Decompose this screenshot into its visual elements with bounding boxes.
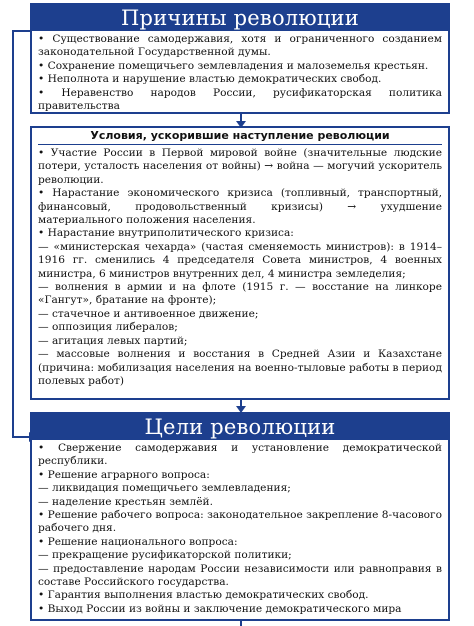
causes-list (32, 31, 448, 113)
bullet-item: • Участие России в Первой мировой войне (значительные людские потери, усталость населения от войны) → война — могучий ускоритель революции. (38, 147, 442, 187)
dash-item: — предоставление народам России независимости или равноправия в составе Российского государства. (38, 563, 442, 590)
causes-title: Причины революции (32, 5, 448, 31)
bullet-item: • Нарастание экономического кризиса (топливный, транспортный, финансовый, продовольственный кризисы) → ухудшение материального положения населения. (38, 187, 442, 227)
conditions-list (32, 145, 448, 388)
bullet-item: • Существование самодержавия, хотя и ограниченного созданием законодательной Государственной думы. (38, 33, 442, 60)
dash-item: — оппозиция либералов; (38, 321, 442, 334)
bullet-item: • Решение национального вопроса: (38, 536, 442, 549)
connector-left-bottom (12, 436, 30, 438)
dash-item: — наделение крестьян землёй. (38, 496, 442, 509)
connector-left-vertical (12, 30, 14, 438)
dash-item: — стачечное и антивоенное движение; (38, 308, 442, 321)
dash-item: — «министерская чехарда» (частая сменяемость министров): в 1914–1916 гг. сменились 4 председателя Совета министров, 4 военных министра, 6 министров внутренних дел, 4 министра земледелия; (38, 241, 442, 281)
causes-box (30, 3, 450, 114)
conditions-box (30, 126, 450, 400)
dash-item: — массовые волнения и восстания в Средней Азии и Казахстане (причина: мобилизация населения на военно-тыловые работы в период полевых работ) (38, 348, 442, 388)
dash-item: — волнения в армии и на флоте (1915 г. — восстание на линкоре «Гангут», братание на фронте); (38, 281, 442, 308)
bullet-item: • Неравенство народов России, русификаторская политика правительства (38, 87, 442, 114)
bullet-item: • Свержение самодержавия и установление демократической республики. (38, 442, 442, 469)
goals-title: Цели революции (32, 414, 448, 440)
bullet-item: • Неполнота и нарушение властью демократических свобод. (38, 73, 442, 86)
dash-item: — агитация левых партий; (38, 335, 442, 348)
bullet-item: • Сохранение помещичьего землевладения и малоземелья крестьян. (38, 60, 442, 73)
bullet-item: • Решение аграрного вопроса: (38, 469, 442, 482)
bullet-item: • Гарантия выполнения властью демократических свобод. (38, 589, 442, 602)
bullet-item: • Нарастание внутриполитического кризиса: (38, 227, 442, 240)
dash-item: — ликвидация помещичьего землевладения; (38, 482, 442, 495)
bullet-item: • Решение рабочего вопроса: законодательное закрепление 8-часового рабочего дня. (38, 509, 442, 536)
conditions-title: Условия, ускорившие наступление революции (38, 128, 442, 145)
bullet-item: • Выход России из войны и заключение демократического мира (38, 603, 442, 616)
dash-item: — прекращение русификаторской политики; (38, 549, 442, 562)
goals-list (32, 440, 448, 616)
goals-box (30, 412, 450, 621)
